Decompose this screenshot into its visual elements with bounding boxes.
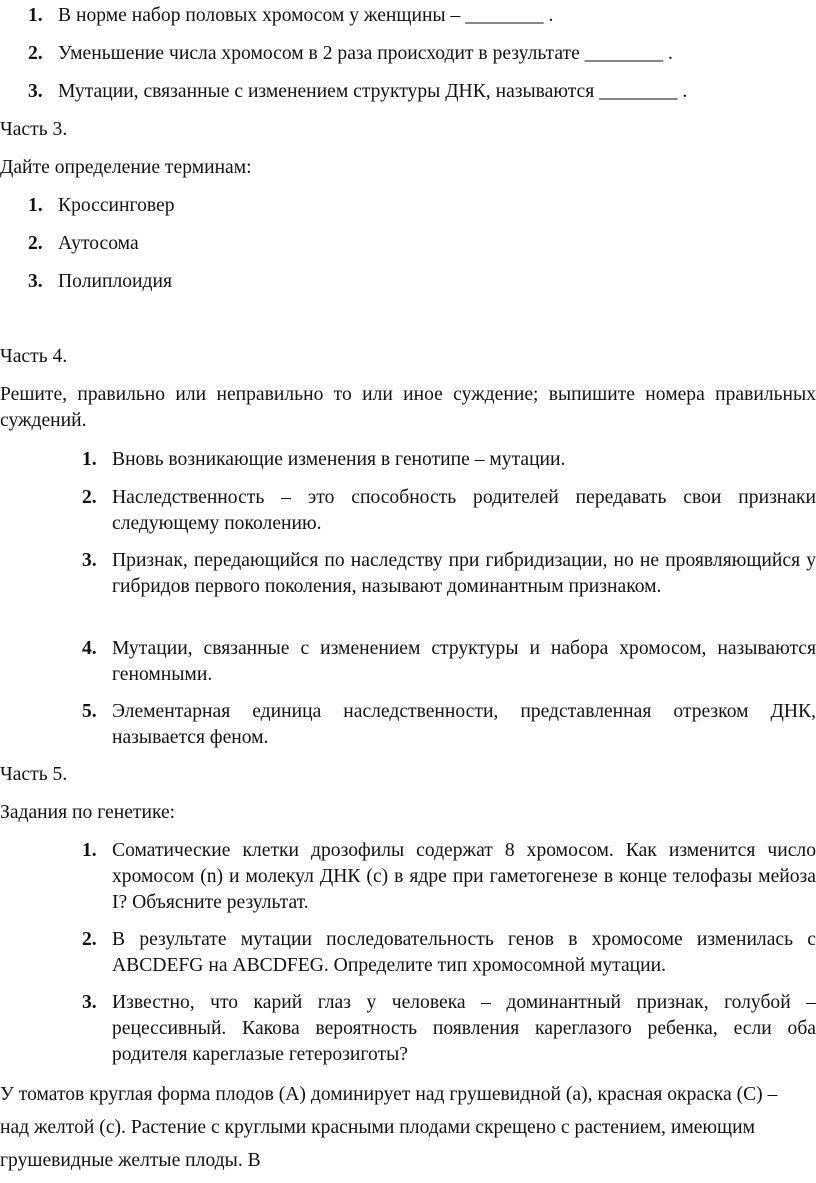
item-text: В результате мутации последовательность генов в хромосоме изменилась с ABCDEFG на ABCDFEG. Определите тип хромосомной мутации.	[112, 929, 816, 976]
list-item	[82, 485, 816, 537]
list-item	[82, 838, 816, 916]
list-item	[82, 447, 816, 473]
part4-instruction: Решите, правильно или неправильно то или иное суждение; выпишите номера правильных суждений.	[0, 384, 816, 431]
item-number: 1.	[82, 840, 97, 861]
list-item	[28, 269, 428, 295]
item-text: Кроссинговер	[58, 195, 175, 216]
item-text: Мутации, связанные с изменением структуры и набора хромосом, называются геномными.	[112, 638, 816, 685]
list-item	[82, 699, 816, 751]
part4-heading: Часть 4.	[0, 346, 68, 367]
item-text: Признак, передающийся по наследству при гибридизации, но не проявляющийся у гибридов первого поколения, называют доминантным признаком.	[112, 550, 816, 597]
list-item	[82, 927, 816, 979]
item-number: 1.	[28, 5, 43, 26]
item-number: 4.	[82, 638, 97, 659]
list-item	[28, 79, 816, 105]
list-item	[28, 41, 816, 67]
item-number: 1.	[28, 195, 43, 216]
item-number: 2.	[82, 487, 97, 508]
list-item	[28, 193, 428, 219]
item-number: 3.	[82, 550, 97, 571]
item-text: Аутосома	[58, 233, 139, 254]
part3-heading: Часть 3.	[0, 119, 68, 140]
list-item	[82, 990, 816, 1068]
item-text: Уменьшение числа хромосом в 2 раза происходит в результате ________ .	[58, 43, 673, 64]
part5-heading: Часть 5.	[0, 764, 68, 785]
item-text: В норме набор половых хромосом у женщины – ________ .	[58, 5, 554, 26]
list-item	[82, 636, 816, 688]
item-text: Соматические клетки дрозофилы содержат 8 хромосом. Как изменится число хромосом (n) и молекул ДНК (c) в ядре при гаметогенезе в конце телофазы мейоза I? Объясните результат.	[112, 840, 816, 913]
item-number: 2.	[82, 929, 97, 950]
item-text: Наследственность – это способность родителей передавать свои признаки следующему поколению.	[112, 487, 816, 534]
list-item	[28, 231, 428, 257]
part3-instruction: Дайте определение терминам:	[0, 157, 252, 178]
item-number: 3.	[28, 81, 43, 102]
list-item	[82, 548, 816, 600]
item-text: Полиплоидия	[58, 271, 172, 292]
item-number: 3.	[82, 992, 97, 1013]
item-text: Мутации, связанные с изменением структуры ДНК, называются ________ .	[58, 81, 688, 102]
part5-instruction: Задания по генетике:	[0, 802, 176, 823]
item-number: 1.	[82, 449, 97, 470]
item-number: 5.	[82, 701, 97, 722]
list-item	[28, 3, 816, 29]
item-text: Известно, что карий глаз у человека – доминантный признак, голубой – рецессивный. Какова вероятность появления кареглазого ребенка, если оба родителя кареглазые гетерозиготы?	[112, 992, 816, 1065]
item-text: Вновь возникающие изменения в генотипе – мутации.	[112, 449, 566, 470]
tomato-task-paragraph: У томатов круглая форма плодов (А) доминирует над грушевидной (а), красная окраска (С) – над желтой (с). Растение с круглыми красными плодами скрещено с растением, имеющим грушевидные желтые плоды. В	[0, 1084, 778, 1171]
item-number: 2.	[28, 233, 43, 254]
item-number: 3.	[28, 271, 43, 292]
item-number: 2.	[28, 43, 43, 64]
item-text: Элементарная единица наследственности, представленная отрезком ДНК, называется феном.	[112, 701, 816, 748]
